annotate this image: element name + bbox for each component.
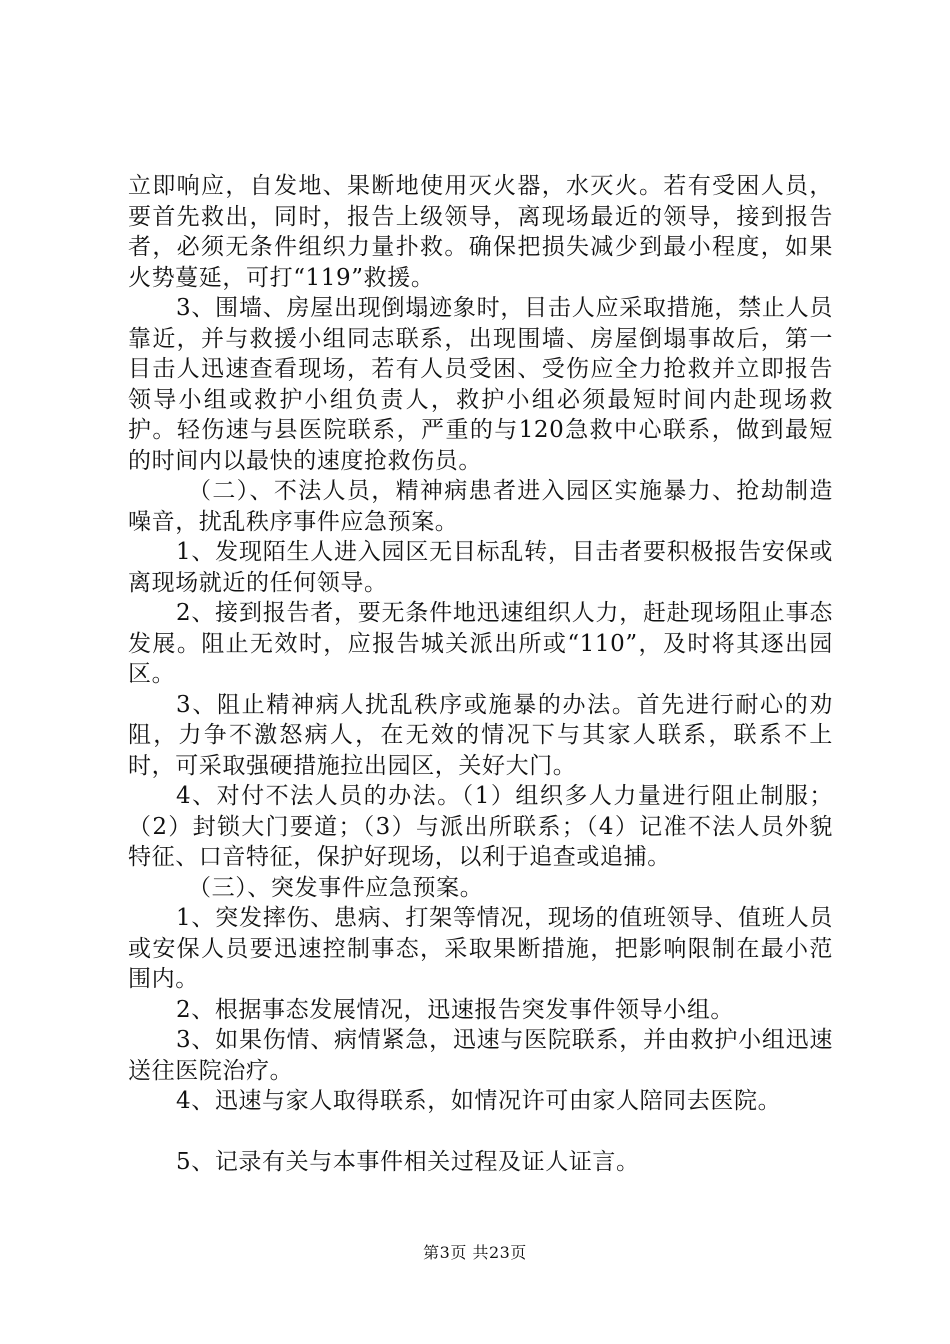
section-heading-intruder: （二）、不法人员，精神病患者进入园区实施暴力、抢劫制造噪音，扰乱秩序事件应急预案。 — [128, 478, 833, 535]
paragraph-fire-response: 立即响应，自发地、果断地使用灭火器，水灭火。若有受困人员，要首先救出，同时，报告上级领导，离现场最近的领导，接到报告者，必须无条件组织力量扑救。确保把损失减少到最小程度，如果火势蔓延，可打“119”救援。 — [128, 173, 833, 291]
paragraph-emergency-4: 4、迅速与家人取得联系，如情况许可由家人陪同去医院。 — [176, 1088, 782, 1114]
section-heading-emergency: （三）、突发事件应急预案。 — [188, 874, 484, 901]
paragraph-emergency-5: 5、记录有关与本事件相关过程及证人证言。 — [176, 1148, 640, 1175]
paragraph-intruder-3: 3、阻止精神病人扰乱秩序或施暴的办法。首先进行耐心的劝阻，力争不激怒病人，在无效的情况下与其家人联系，联系不上时，可采取强硬措施拉出园区，关好大门。 — [128, 691, 833, 779]
page-footer: 第3页 共23页 — [423, 1243, 527, 1262]
paragraph-emergency-1: 1、突发摔伤、患病、打架等情况，现场的值班领导、值班人员或安保人员要迅速控制事态，采取果断措施，把影响限制在最小范围内。 — [128, 905, 833, 992]
paragraph-emergency-2: 2、根据事态发展情况，迅速报告突发事件领导小组。 — [176, 996, 735, 1023]
paragraph-intruder-1: 1、发现陌生人进入园区无目标乱转，目击者要积极报告安保或离现场就近的任何领导。 — [128, 539, 833, 596]
paragraph-intruder-2: 2、接到报告者，要无条件地迅速组织人力，赶赴现场阻止事态发展。阻止无效时，应报告城关派出所或“110”，及时将其逐出园区。 — [128, 600, 833, 687]
document-body — [128, 171, 833, 1177]
paragraph-intruder-4: 4、对付不法人员的办法。（1）组织多人力量进行阻止制服；（2）封锁大门要道；（3）与派出所联系；（4）记准不法人员外貌特征、口音特征，保护好现场，以利于追查或追捕。 — [128, 783, 833, 870]
paragraph-emergency-3: 3、如果伤情、病情紧急，迅速与医院联系，并由救护小组迅速送往医院治疗。 — [128, 1027, 833, 1084]
paragraph-collapse: 3、围墙、房屋出现倒塌迹象时，目击人应采取措施，禁止人员靠近，并与救援小组同志联系，出现围墙、房屋倒塌事故后，第一目击人迅速查看现场，若有人员受困、受伤应全力抢救并立即报告领导小组或救护小组负责人，救护小组必须最短时间内赴现场救护。轻伤速与县医院联系，严重的与120急救中心联系，做到最短的时间内以最快的速度抢救伤员。 — [128, 295, 833, 474]
